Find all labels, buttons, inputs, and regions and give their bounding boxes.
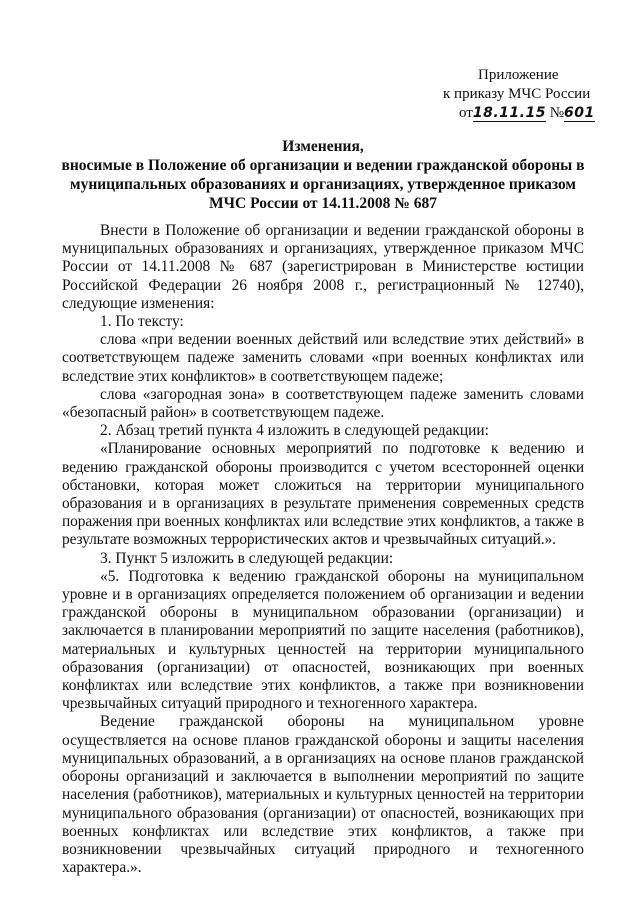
title-line-2: вносимые в Положение об организации и ведении гражданской обороны в муниципальных образованиях и организациях, утвержденное приказом МЧС России от 14.11.2008 № 687: [61, 157, 585, 212]
paragraph-item-1-words-a: слова «при ведении военных действий или вследствие этих действий» в соответствующем падеже заменить словами «при военных конфликтах или вследствие этих конфликтов» в соответствующем падеже;: [62, 331, 584, 385]
appendix-label: Приложение: [478, 67, 559, 83]
paragraph-item-3: 3. Пункт 5 изложить в следующей редакции:: [100, 549, 394, 567]
order-date-line: [430, 104, 620, 123]
handwritten-date: 18.11.15: [472, 105, 546, 121]
date-prefix: от: [459, 105, 473, 121]
title-line-1: Изменения,: [282, 138, 364, 155]
paragraph-item-1: 1. По тексту:: [100, 313, 184, 331]
paragraph-item-3-text-continued: Ведение гражданской обороны на муниципальном уровне осуществляется на основе планов гражданской обороны и защиты населения муниципальных образований, а в организациях на основе планов гражданской обороны организаций и заключается в выполнении мероприятий по защите населения (работников), материальных и культурных ценностей на территории муниципального образования (организации) от опасностей, возникающих при военных конфликтах или вследствие этих конфликтов, а также при возникновении чрезвычайных ситуаций природного и техногенного характера.».: [62, 713, 584, 877]
order-reference: к приказу МЧС России: [443, 86, 591, 102]
paragraph-intro: Внести в Положение об организации и ведении гражданской обороны в муниципальных образованиях и организациях, утвержденное приказом МЧС России от 14.11.2008 № 687 (зарегистрирован в Министерстве юстиции Российской Федерации 26 ноября 2008 г., регистрационный № 12740), следующие изменения:: [62, 222, 584, 312]
document-body: [62, 222, 584, 877]
handwritten-number: 601: [564, 105, 595, 121]
document-title: [58, 137, 588, 213]
appendix-header: [430, 66, 620, 123]
paragraph-item-2: 2. Абзац третий пункта 4 изложить в следующей редакции:: [100, 422, 489, 440]
paragraph-item-3-text: «5. Подготовка к ведению гражданской обороны на муниципальном уровне и в организациях определяется положением об организации и ведении гражданской обороны в муниципальном образовании (организации) и заключается в планировании мероприятий по защите населения (работников), материальных и культурных ценностей на территории муниципального образования (организации) от опасностей, возникающих при военных конфликтах или вследствие этих конфликтов, а также при возникновении чрезвычайных ситуаций природного и техногенного характера.: [62, 567, 584, 713]
paragraph-item-1-words-b: слова «загородная зона» в соответствующем падеже заменить словами «безопасный район» в соответствующем падеже.: [62, 385, 584, 422]
paragraph-item-2-text: «Планирование основных мероприятий по подготовке к ведению и ведению гражданской обороны производится с учетом всесторонней оценки обстановки, которая может сложиться на территории муниципального образования и в организациях в результате применения современных средств поражения при военных конфликтах или вследствие этих конфликтов, а также в результате возможных террористических актов и чрезвычайных ситуаций.».: [62, 440, 584, 549]
number-prefix: №: [549, 105, 565, 121]
